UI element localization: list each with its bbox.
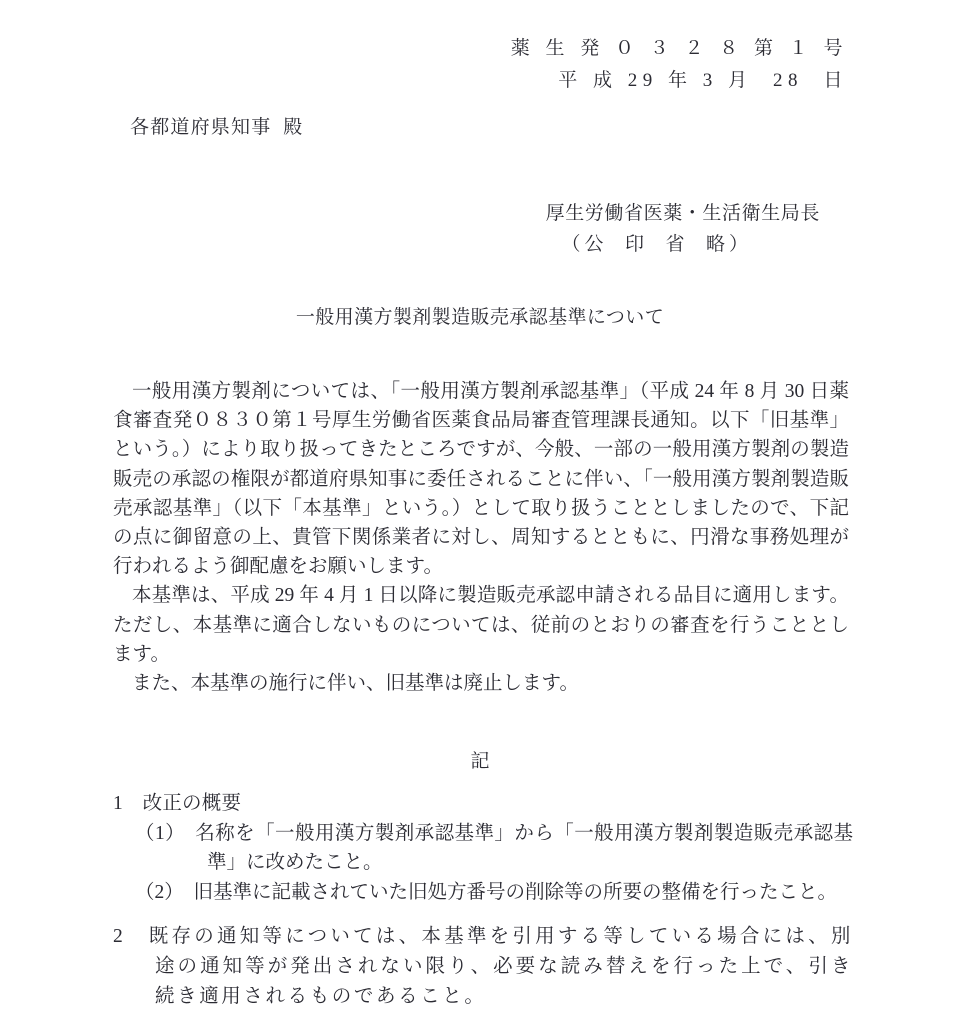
section-1-item: （2） 旧基準に記載されていた旧処方番号の削除等の所要の整備を行ったこと。 — [135, 881, 838, 903]
kiji-marker: 記 — [470, 751, 490, 772]
seal-omitted-note: （公 印 省 略） — [561, 234, 752, 255]
body-paragraph: また、本基準の施行に伴い、旧基準は廃止します。 — [132, 673, 579, 695]
addressee: 各都道府県知事 殿 — [130, 117, 304, 138]
section-1-heading: 1 改正の概要 — [113, 793, 242, 814]
body-paragraph: 本基準は、平成 29 年 4 月 1 日以降に製造販売承認申請される品目に適用します。ただし、本基準に適合しないものについては、従前のとおりの審査を行うこととします。 — [113, 585, 849, 665]
body-paragraph: 一般用漢方製剤については、「一般用漢方製剤承認基準」（平成 24 年 8 月 30 日薬食審査発０８３０第１号厚生労働省医薬食品局審査管理課長通知。以下「旧基準」という。）により取り扱ってきたところですが、今般、一部の一般用漢方製剤の製造販売の承認の権限が都道府県知事に委任されることに伴い、「一般用漢方製剤製造販売承認基準」（以下「本基準」という。）として取り扱うこととしましたので、下記の点に御留意の上、貴管下関係業者に対し、周知するとともに、円滑な事務処理が行われるよう御配慮をお願いします。 — [113, 381, 849, 578]
section-1 — [113, 789, 853, 907]
document-number: 薬 生 発 ０ ３ ２ ８ 第 １ 号 — [510, 38, 848, 59]
section-2-body: 2 既存の通知等については、本基準を引用する等している場合には、別途の通知等が発出されない限り、必要な読み替えを行った上で、引き続き適用されるものであること。 — [113, 926, 853, 1007]
issuer-name: 厚生労働省医薬・生活衛生局長 — [545, 203, 820, 224]
section-2 — [113, 922, 853, 1012]
section-1-item: （1） 名称を「一般用漢方製剤承認基準」から「一般用漢方製剤製造販売承認基準」に改めたこと。 — [135, 822, 853, 873]
document-title: 一般用漢方製剤製造販売承認基準について — [295, 307, 665, 328]
document-date: 平 成 29 年 3 月 28 日 — [558, 70, 848, 91]
body-text — [113, 377, 849, 698]
